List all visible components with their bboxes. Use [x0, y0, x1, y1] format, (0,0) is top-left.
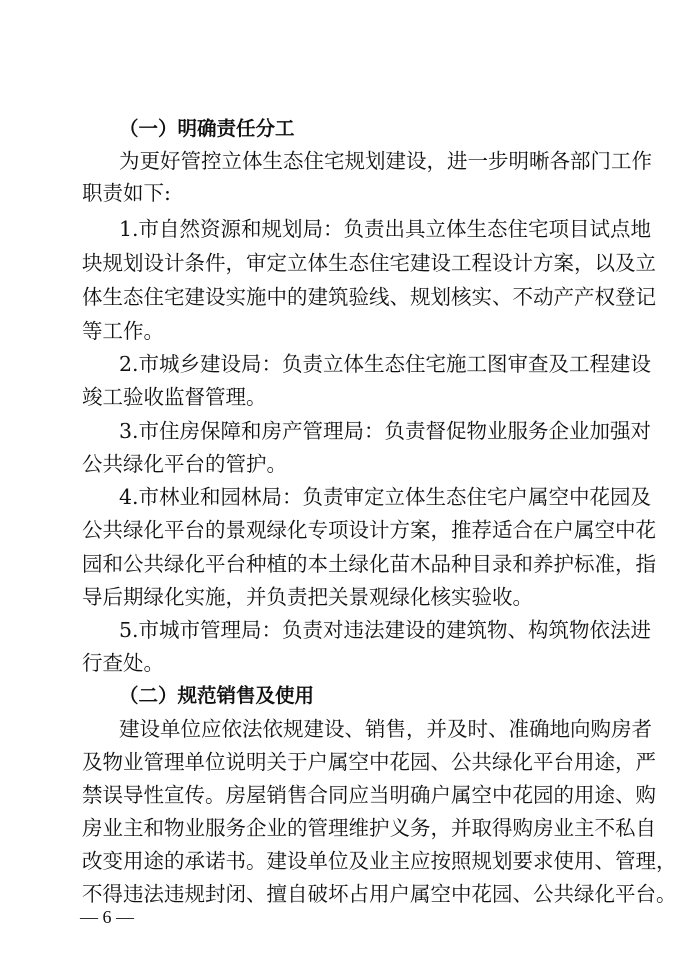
sales-paragraph-line: 建设单位应依法依规建设、销售，并及时、准确地向购房者	[119, 717, 652, 741]
sales-paragraph-line: 禁误导性宣传。房屋销售合同应当明确户属空中花园的用途、购	[82, 783, 656, 807]
intro-line: 职责如下:	[82, 181, 171, 205]
section-heading-sales: （二）规范销售及使用	[119, 684, 315, 707]
item-natural-resources-line: 1.市自然资源和规划局：负责出具立体生态住宅项目试点地	[119, 217, 652, 241]
intro-line: 为更好管控立体生态住宅规划建设，进一步明晰各部门工作	[119, 149, 652, 173]
item-forestry-line: 导后期绿化实施，并负责把关景观绿化核实验收。	[82, 585, 533, 609]
item-urban-construction-line: 竣工验收监督管理。	[82, 385, 267, 409]
item-natural-resources-line: 体生态住宅建设实施中的建筑验线、规划核实、不动产产权登记	[82, 285, 656, 309]
item-housing-line: 公共绿化平台的管护。	[82, 452, 287, 476]
item-forestry-line: 公共绿化平台的景观绿化专项设计方案，推荐适合在户属空中花	[82, 518, 656, 542]
item-forestry-line: 园和公共绿化平台种植的本土绿化苗木品种目录和养护标准，指	[82, 552, 656, 576]
sales-paragraph-line: 改变用途的承诺书。建设单位及业主应按照规划要求使用、管理，	[82, 849, 677, 873]
item-urban-construction-line: 2.市城乡建设局：负责立体生态住宅施工图审查及工程建设	[119, 352, 652, 376]
item-natural-resources-line: 等工作。	[82, 319, 164, 343]
item-housing-line: 3.市住房保障和房产管理局：负责督促物业服务企业加强对	[119, 419, 652, 443]
sales-paragraph-line: 房业主和物业服务企业的管理维护义务，并取得购房业主不私自	[82, 816, 656, 840]
item-city-management-line: 5.市城市管理局：负责对违法建设的建筑物、构筑物依法进	[119, 618, 652, 642]
item-forestry-line: 4.市林业和园林局：负责审定立体生态住宅户属空中花园及	[119, 485, 652, 509]
sales-paragraph-line: 不得违法违规封闭、擅自破坏占用户属空中花园、公共绿化平台。	[82, 882, 677, 906]
section-heading-responsibility: （一）明确责任分工	[119, 117, 295, 140]
item-natural-resources-line: 块规划设计条件，审定立体生态住宅建设工程设计方案，以及立	[82, 251, 656, 275]
sales-paragraph-line: 及物业管理单位说明关于户属空中花园、公共绿化平台用途，严	[82, 750, 656, 774]
page-number: — 6 —	[80, 907, 134, 927]
item-city-management-line: 行查处。	[82, 651, 164, 675]
